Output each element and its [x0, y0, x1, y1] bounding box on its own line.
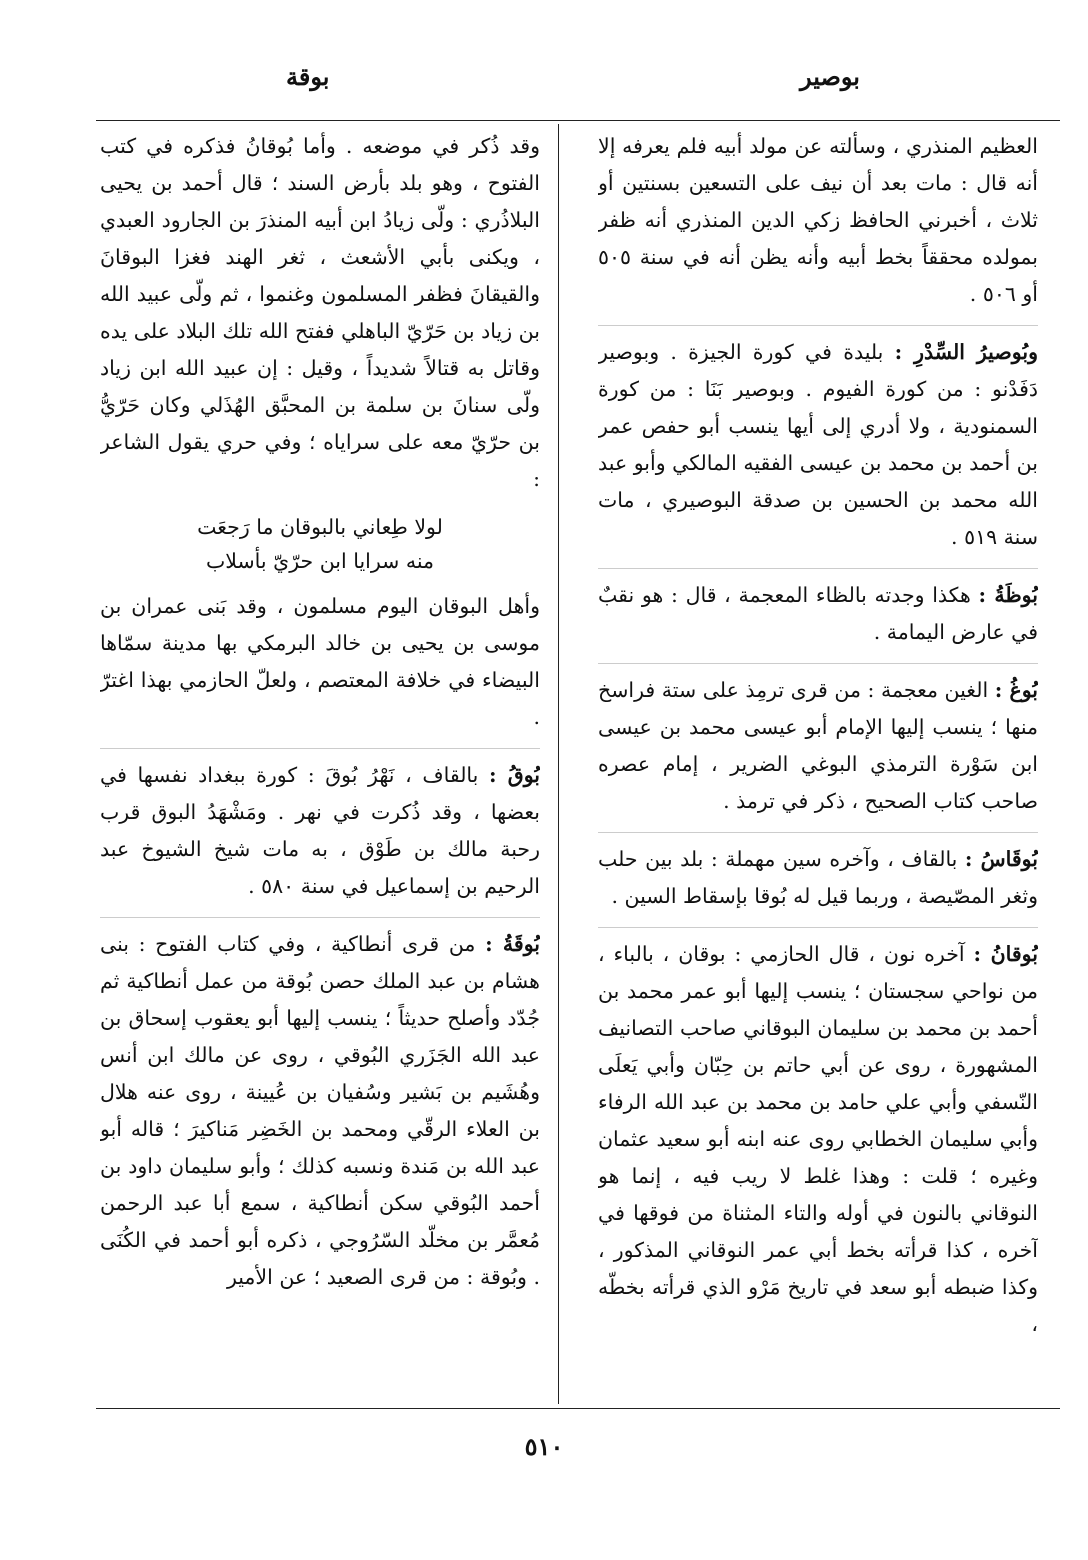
entry-buqas	[598, 832, 1038, 915]
page-number: ٥١٠	[524, 1432, 564, 1461]
entry-headword: بُوغُ :	[994, 678, 1038, 702]
entry-text: هكذا وجدته بالظاء المعجمة ، قال : هو نقبٌ في عارض اليمامة .	[598, 583, 1038, 644]
right-column	[598, 128, 1038, 1398]
entry-headword: وبُوصيرُ السِّدْرِ :	[894, 340, 1038, 364]
entry-text: العظيم المنذري ، وسألته عن مولد أبيه فلم يعرفه إلا أنه قال : مات بعد أن نيف على التسعين بسنتين أو ثلاث ، أخبرني الحافظ زكي الدين المنذري أنه ظفر بمولده محققاً بخط أبيه وأنه يظن أنه في سنة ٥٠٥ أو ٥٠٦ .	[598, 134, 1038, 306]
running-head-left: بوقة	[286, 62, 330, 91]
entry-text: وأهل البوقان اليوم مسلمون ، وقد بَنى عمران بن موسى بن يحيى بن خالد البرمكي بها مدينة سمّاها البيضاء في خلافة المعتصم ، ولعلّ الحازمي بهذا اغترّ .	[100, 594, 540, 729]
entry-buqah	[100, 917, 540, 1296]
entry-text: الغين معجمة : من قرى ترمِذ على ستة فراسخ منها ؛ ينسب إليها الإمام أبو عيسى محمد بن عيسى ابن سَوْرة الترمذي البوغي الضرير ، إمام عصره صاحب كتاب الصحيح ، ذكر في ترمذ .	[598, 678, 1038, 813]
header-rule	[96, 120, 1060, 121]
entry-text: من قرى أنطاكية ، وفي كتاب الفتوح : بنى هشام بن عبد الملك حصن بُوقة من عمل أنطاكية ثم جُدّد وأصلح حديثاً ؛ ينسب إليها أبو يعقوب إسحاق بن عبد الله الجَزَري البُوقي ، روى عن مالك ابن أنس وهُشَيم بن بَشير وسُفيان بن عُيينة ، روى عنه هلال بن العلاء الرقّي ومحمد بن الخَضِر مَناكيرَ ؛ قاله أبو عبد الله بن مَندة ونسبه كذلك ؛ وأبو سليمان داود بن أحمد البُوقي سكن أنطاكية ، سمع أبا عبد الرحمن مُعمَّر بن مخلّد السّرُوجي ، ذكره أبو أحمد في الكُنَى . وبُوقة : من قرى الصعيد ؛ عن الأمير	[100, 932, 540, 1289]
running-head-right: بوصير	[800, 62, 860, 91]
entry-text: آخره نون ، قال الحازمي : بوقان ، بالباء ، من نواحي سجستان ؛ ينسب إليها أبو عمر محمد بن أحمد بن محمد بن سليمان البوقاني صاحب التصانيف المشهورة ، روى عن أبي حاتم بن حِبّان وأبي يَعلَى النّسفي وأبي علي حامد بن محمد بن عبد الله الرفاء وأبي سليمان الخطابي روى عنه ابنه أبو سعيد عثمان وغيره ؛ قلت : وهذا غلط لا ريب فيه ، إنما هو النوقاني بالنون في أوله والتاء المثناة من فوقها في آخره ، كذا قرأته بخط أبي عمر النوقاني المذكور ، وكذا ضبطه أبو سعد في تاريخ مَرْو الذي قرأته بخطّه ،	[598, 942, 1038, 1336]
entry-buqan	[598, 927, 1038, 1343]
page-header	[96, 62, 1060, 106]
entry-headword: بُوظَةُ :	[978, 583, 1038, 607]
column-divider	[558, 124, 559, 1404]
entry-text: بليدة في كورة الجيزة . وبوصير دَفَدْنو : من كورة الفيوم . وبوصير بَنَا : من كورة السمنودية ، ولا أدري إلى أيها ينسب أبو حفص عمر بن أحمد بن محمد بن عيسى الفقيه المالكي وأبو عبد الله محمد بن الحسين بن صدقة البوصيري ، مات سنة ٥١٩ .	[598, 340, 1038, 549]
verse-line-1: لولا طِعاني بالبوقان ما رَجعَت	[197, 515, 443, 539]
entry-headword: بُوقَةُ :	[485, 932, 540, 956]
entry-busir-alsidr	[598, 325, 1038, 556]
entry-continuation	[598, 128, 1038, 313]
entry-headword: بُوقَاسُ :	[964, 847, 1038, 871]
entry-buzah	[598, 568, 1038, 651]
entry-text: بالقاف ، نَهْرُ بُوقَ : كورة ببغداد نفسها في بعضها ، وقد ذُكرت في نهر . ومَشْهَدُ البوق قرب رحبة مالك بن طَوْق ، به مات شيخ الشيوخ عبد الرحيم بن إسماعيل في سنة ٥٨٠ .	[100, 763, 540, 898]
left-column	[100, 128, 540, 1398]
poetry-verse	[100, 510, 540, 578]
entry-bugh	[598, 663, 1038, 820]
entry-text: بالقاف ، وآخره سين مهملة : بلد بين حلب وثغر المصّيصة ، وربما قيل له بُوقا بإسقاط السين .	[598, 847, 1038, 908]
entry-buq	[100, 748, 540, 905]
entry-text: وقد ذُكر في موضعه . وأما بُوقانُ فذكره في كتب الفتوح ، وهو بلد بأرض السند ؛ قال أحمد بن يحيى البلاذُري : ولّى زيادُ ابن أبيه المنذرَ بن الجارود العبدي ، ويكنى بأبي الأشعث ، ثغر الهند فغزا البوقانَ والقيقانَ فظفر المسلمون وغنموا ، ثم ولّى عبيد الله بن زياد بن حَرّيّ الباهلي ففتح الله تلك البلاد على يده وقاتل به قتالاً شديداً ، وقيل : إن عبيد الله ابن زياد ولّى سنانَ بن سلمة بن المحبَّق الهُذَلي وكان حَرّيُّ بن حرّيّ معه على سراياه ؛ وفي حري يقول الشاعر :	[100, 134, 540, 491]
verse-line-2: منه سرايا ابن حرّيّ بأسلاب	[205, 549, 435, 573]
footer-rule	[96, 1408, 1060, 1409]
entry-buqan-people	[100, 588, 540, 736]
entry-headword: بُوقانُ :	[973, 942, 1038, 966]
entry-headword: بُوقُ :	[489, 763, 540, 787]
entry-buqan-continuation	[100, 128, 540, 498]
